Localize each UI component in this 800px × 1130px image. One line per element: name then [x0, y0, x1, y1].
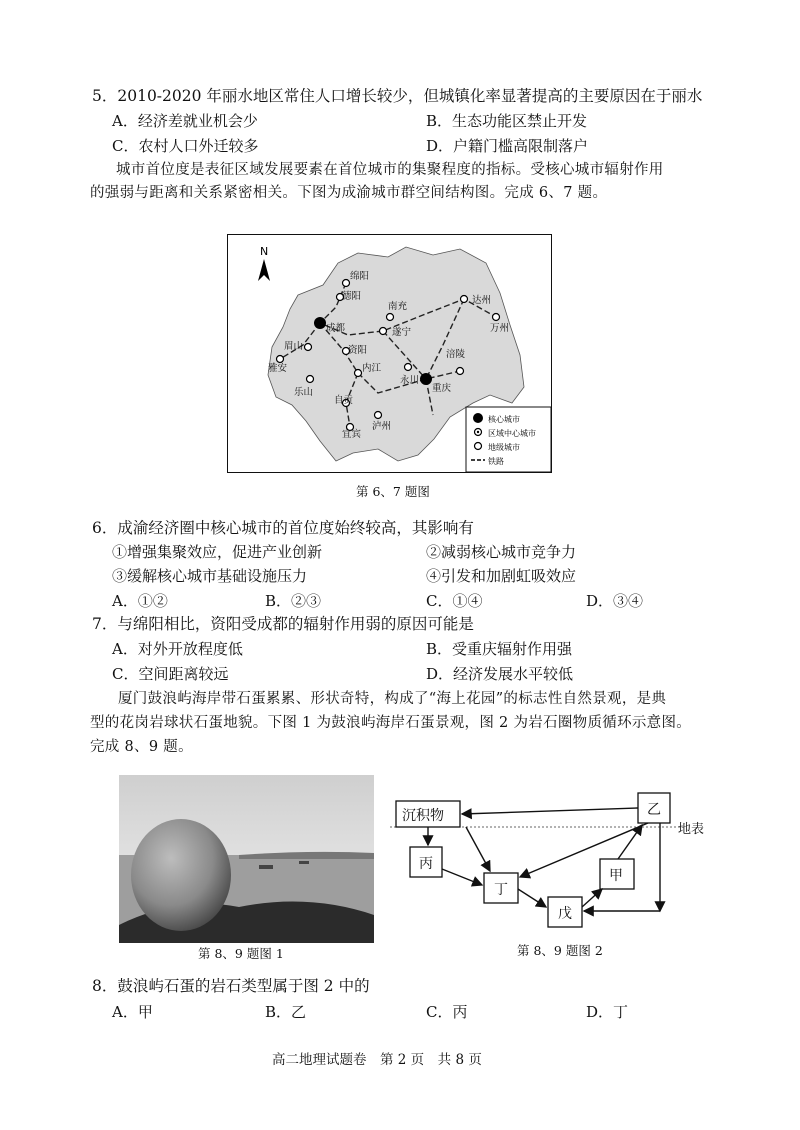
svg-text:万州: 万州: [490, 323, 510, 334]
svg-text:绵阳: 绵阳: [350, 271, 370, 282]
q8-option-a: A．甲: [112, 1003, 153, 1021]
q8-option-d: D．丁: [586, 1003, 629, 1021]
svg-text:乐山: 乐山: [294, 387, 314, 398]
svg-text:自贡: 自贡: [334, 395, 354, 406]
fig2-caption: 第 8、9 题图 2: [517, 943, 603, 958]
q6-option-b: B．②③: [265, 592, 322, 610]
q8-option-c: C．丙: [426, 1003, 468, 1021]
page-footer: 高二地理试题卷 第 2 页 共 8 页: [272, 1052, 482, 1068]
stone-egg: [131, 819, 231, 931]
q5-option-a: A．经济差就业机会少: [112, 112, 258, 130]
intro67-line2: 的强弱与距离和关系紧密相关。下图为成渝城市群空间结构图。完成 6、7 题。: [90, 185, 608, 201]
q5-option-d: D．户籍门槛高限制落户: [426, 137, 589, 155]
svg-text:涪陵: 涪陵: [446, 349, 466, 360]
svg-text:永川: 永川: [400, 375, 420, 386]
box-sediment: 沉积物: [402, 808, 444, 824]
q7-option-c: C．空间距离较远: [112, 665, 229, 683]
q8-stem: 8．鼓浪屿石蛋的岩石类型属于图 2 中的: [92, 977, 370, 995]
q8-option-b: B．乙: [265, 1003, 307, 1021]
svg-text:眉山: 眉山: [284, 341, 304, 352]
fig1-photo: [119, 775, 374, 943]
svg-text:泸州: 泸州: [372, 421, 392, 432]
north-arrow-icon: [258, 259, 270, 281]
svg-text:雅安: 雅安: [268, 363, 288, 374]
q6-stem: 6．成渝经济圈中核心城市的首位度始终较高，其影响有: [92, 519, 474, 537]
svg-text:重庆: 重庆: [432, 383, 452, 394]
map-caption: 第 6、7 题图: [356, 484, 430, 499]
q6-option-d: D．③④: [586, 592, 644, 610]
q7-option-d: D．经济发展水平较低: [426, 665, 574, 683]
svg-text:德阳: 德阳: [342, 291, 362, 302]
north-label: N: [260, 245, 269, 258]
svg-text:地级城市: 地级城市: [488, 443, 520, 452]
svg-text:铁路: 铁路: [488, 457, 504, 466]
svg-text:达州: 达州: [472, 295, 492, 306]
chengyu-map: [227, 234, 552, 473]
q6-item-2: ②减弱核心城市竞争力: [426, 543, 577, 561]
svg-text:成都: 成都: [326, 323, 346, 334]
box-ding: 丁: [494, 882, 508, 898]
svg-text:宜宾: 宜宾: [342, 429, 362, 440]
q6-option-a: A．①②: [112, 592, 168, 610]
q7-option-a: A．对外开放程度低: [112, 640, 243, 658]
box-wu: 戊: [558, 906, 572, 922]
q6-item-1: ①增强集聚效应，促进产业创新: [112, 543, 323, 561]
svg-text:南充: 南充: [388, 301, 408, 312]
intro89-line3: 完成 8、9 题。: [90, 739, 193, 755]
map-legend: [466, 407, 551, 472]
q6-item-3: ③缓解核心城市基础设施压力: [112, 567, 308, 585]
city-core-chongqing: [420, 373, 432, 385]
surface-label: 地表: [678, 822, 705, 837]
q5-option-b: B．生态功能区禁止开发: [426, 112, 588, 130]
q5-option-c: C．农村人口外迁较多: [112, 137, 259, 155]
map-svg: [228, 235, 551, 472]
intro89-line2: 型的花岗岩球状石蛋地貌。下图 1 为鼓浪屿海岸石蛋景观，图 2 为岩石圈物质循环示意图。: [90, 715, 692, 731]
svg-text:资阳: 资阳: [348, 345, 368, 356]
q7-stem: 7．与绵阳相比，资阳受成都的辐射作用弱的原因可能是: [92, 615, 474, 633]
svg-text:内江: 内江: [362, 363, 382, 374]
fig2-diagram: [390, 777, 720, 937]
intro67-line1: 城市首位度是表征区域发展要素在首位城市的集聚程度的指标。受核心城市辐射作用: [116, 162, 664, 178]
svg-text:核心城市: 核心城市: [488, 415, 520, 424]
intro89-line1: 厦门鼓浪屿海岸带石蛋累累、形状奇特，构成了“海上花园”的标志性自然景观，是典: [118, 691, 667, 707]
q6-item-4: ④引发和加剧虹吸效应: [426, 567, 577, 585]
city-core-chengdu: [314, 317, 326, 329]
box-jia: 甲: [609, 868, 623, 884]
q5-stem: 5．2010-2020 年丽水地区常住人口增长较少，但城镇化率显著提高的主要原因在于丽水: [92, 87, 703, 105]
q6-option-c: C．①④: [426, 592, 483, 610]
svg-text:遂宁: 遂宁: [392, 327, 412, 338]
svg-text:区域中心城市: 区域中心城市: [488, 429, 536, 438]
fig1-caption: 第 8、9 题图 1: [198, 946, 284, 961]
box-yi: 乙: [647, 802, 661, 818]
box-bing: 丙: [419, 856, 433, 872]
q7-option-b: B．受重庆辐射作用强: [426, 640, 573, 658]
